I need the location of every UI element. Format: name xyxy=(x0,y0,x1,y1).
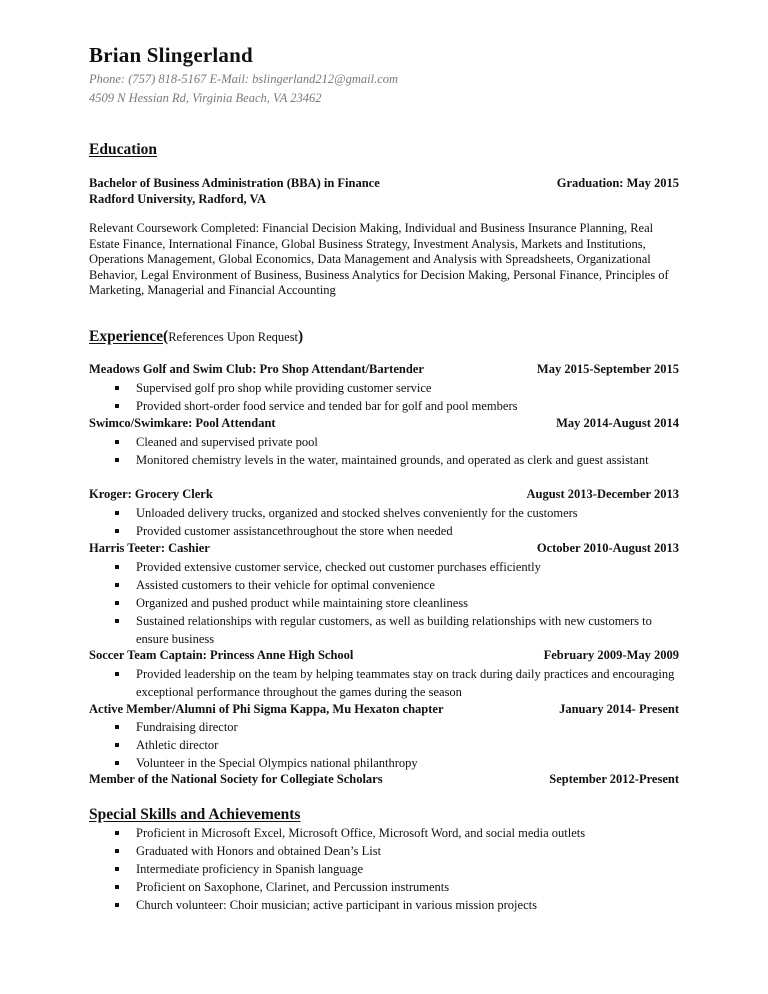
job-title: Harris Teeter: Cashier xyxy=(89,541,210,555)
job-row xyxy=(89,487,679,502)
references-note: References Upon Request xyxy=(168,330,299,344)
job-title: Meadows Golf and Swim Club: Pro Shop Attendant/Bartender xyxy=(89,362,424,376)
bullet-square-icon xyxy=(115,458,119,462)
bullet-square-icon xyxy=(115,867,119,871)
bullet-item: Church volunteer: Choir musician; active participant in various mission projects xyxy=(89,896,679,914)
bullet-square-icon xyxy=(115,529,119,533)
bullet-square-icon xyxy=(115,743,119,747)
job-dates: February 2009-May 2009 xyxy=(543,648,679,662)
paren-open: ( xyxy=(163,328,169,345)
job-title: Swimco/Swimkare: Pool Attendant xyxy=(89,416,276,430)
experience-heading xyxy=(89,328,303,346)
job-bullets xyxy=(89,665,679,701)
bullet-item: Monitored chemistry levels in the water, maintained grounds, and operated as clerk and guest assistant xyxy=(89,451,679,469)
bullet-square-icon xyxy=(115,619,119,623)
job-dates: October 2010-August 2013 xyxy=(536,541,679,555)
candidate-name: Brian Slingerland xyxy=(89,43,253,67)
bullet-square-icon xyxy=(115,404,119,408)
bullet-item: Provided leadership on the team by helping teammates stay on track during daily practices and encouraging exceptional performance throughout the games during the season xyxy=(89,665,679,701)
bullet-item: Fundraising director xyxy=(89,718,679,736)
bullet-item: Athletic director xyxy=(89,736,679,754)
bullet-square-icon xyxy=(115,511,119,515)
bullet-item: Volunteer in the Special Olympics national philanthropy xyxy=(89,754,679,772)
bullet-item: Graduated with Honors and obtained Dean’s List xyxy=(89,842,679,860)
job-dates: May 2015-September 2015 xyxy=(536,362,679,376)
bullet-item: Provided extensive customer service, checked out customer purchases efficiently xyxy=(89,558,679,576)
school-row xyxy=(89,192,679,207)
job-row xyxy=(89,648,679,663)
bullet-square-icon xyxy=(115,903,119,907)
bullet-item: Intermediate proficiency in Spanish language xyxy=(89,860,679,878)
job-row xyxy=(89,772,679,787)
bullet-square-icon xyxy=(115,761,119,765)
bullet-square-icon xyxy=(115,849,119,853)
experience-heading-label: Experience xyxy=(89,328,164,345)
bullet-square-icon xyxy=(115,583,119,587)
skills-bullets xyxy=(89,824,679,914)
bullet-item: Proficient on Saxophone, Clarinet, and Percussion instruments xyxy=(89,878,679,896)
bullet-square-icon xyxy=(115,725,119,729)
job-title: Soccer Team Captain: Princess Anne High School xyxy=(89,648,354,662)
job-bullets xyxy=(89,718,679,772)
bullet-square-icon xyxy=(115,831,119,835)
bullet-square-icon xyxy=(115,885,119,889)
job-title: Member of the National Society for Collegiate Scholars xyxy=(89,772,383,786)
bullet-item: Assisted customers to their vehicle for optimal convenience xyxy=(89,576,679,594)
paren-close: ) xyxy=(298,328,304,345)
degree: Bachelor of Business Administration (BBA) in Finance xyxy=(89,176,380,190)
degree-row xyxy=(89,176,679,191)
skills-heading: Special Skills and Achievements xyxy=(89,806,301,823)
bullet-item: Supervised golf pro shop while providing customer service xyxy=(89,379,679,397)
contact-line: Phone: (757) 818-5167 E-Mail: bslingerland212@gmail.com xyxy=(89,72,399,86)
job-row xyxy=(89,362,679,377)
job-row xyxy=(89,702,679,717)
bullet-item: Organized and pushed product while maintaining store cleanliness xyxy=(89,594,679,612)
bullet-item: Cleaned and supervised private pool xyxy=(89,433,679,451)
bullet-item: Sustained relationships with regular customers, as well as building relationships with new customers to ensure business xyxy=(89,612,679,648)
education-heading: Education xyxy=(89,141,158,158)
job-bullets xyxy=(89,504,679,540)
bullet-item: Proficient in Microsoft Excel, Microsoft Office, Microsoft Word, and social media outlets xyxy=(89,824,679,842)
bullet-item: Provided customer assistancethroughout the store when needed xyxy=(89,522,679,540)
bullet-square-icon xyxy=(115,672,119,676)
bullet-item: Unloaded delivery trucks, organized and stocked shelves conveniently for the customers xyxy=(89,504,679,522)
job-dates: January 2014- Present xyxy=(559,702,679,716)
coursework: Relevant Coursework Completed: Financial Decision Making, Individual and Business Insurance Planning, Real Estate Finance, International Finance, Global Business Strategy, Investment Analysis, Markets and Institutions, Operations Management, Global Economics, Data Management and Analysis with Spreadsheets, Organizational Behavior, Legal Environment of Business, Business Analytics for Decision Making, Personal Finance, Principles of Marketing, Managerial and Financial Accounting xyxy=(89,221,669,298)
graduation-date: Graduation: May 2015 xyxy=(556,176,679,190)
bullet-item: Provided short-order food service and tended bar for golf and pool members xyxy=(89,397,679,415)
address-line: 4509 N Hessian Rd, Virginia Beach, VA 23462 xyxy=(89,91,322,105)
job-title: Active Member/Alumni of Phi Sigma Kappa, Mu Hexaton chapter xyxy=(89,702,444,716)
school: Radford University, Radford, VA xyxy=(89,192,266,206)
bullet-square-icon xyxy=(115,565,119,569)
bullet-square-icon xyxy=(115,440,119,444)
job-dates: September 2012-Present xyxy=(549,772,679,786)
job-title: Kroger: Grocery Clerk xyxy=(89,487,213,501)
job-dates: August 2013-December 2013 xyxy=(526,487,679,501)
bullet-square-icon xyxy=(115,601,119,605)
job-row xyxy=(89,416,679,431)
job-bullets xyxy=(89,558,679,648)
job-bullets xyxy=(89,433,679,469)
job-bullets xyxy=(89,379,679,415)
job-row xyxy=(89,541,679,556)
bullet-square-icon xyxy=(115,386,119,390)
job-dates: May 2014-August 2014 xyxy=(556,416,679,430)
